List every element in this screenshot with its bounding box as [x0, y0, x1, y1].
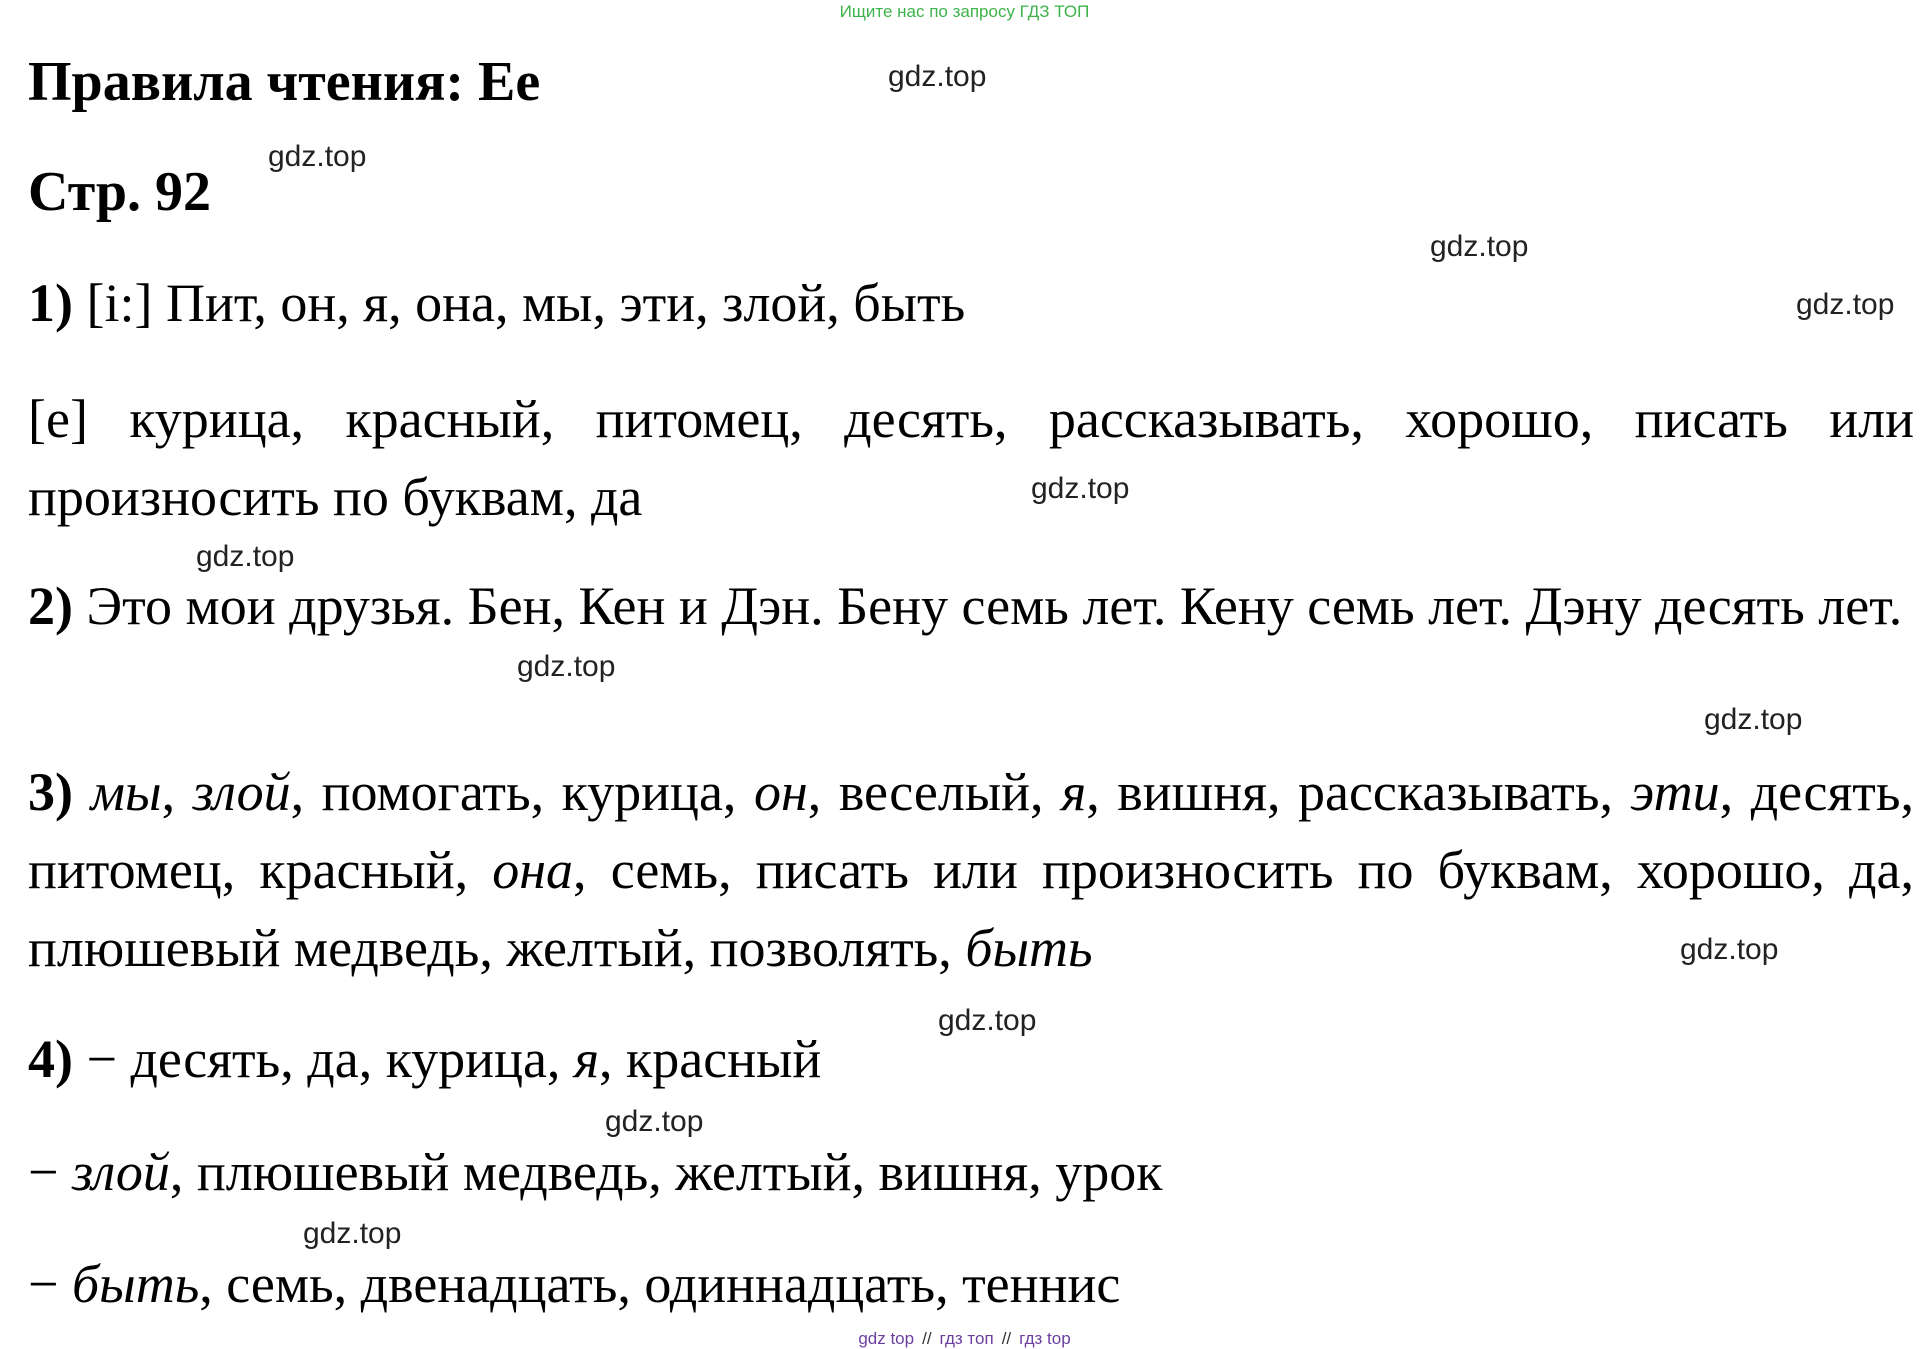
item-text: [i:] Пит, он, я, она, мы, эти, злой, быть [86, 273, 966, 333]
item-4-line-3 [28, 1245, 1914, 1323]
footer-link[interactable]: гдз топ [939, 1329, 994, 1348]
item-1-line-1 [28, 264, 1914, 342]
item-3 [28, 753, 1914, 987]
footer-separator: // [922, 1329, 932, 1348]
watermark: gdz.top [1704, 703, 1803, 736]
italic-word: я [1061, 762, 1087, 822]
text-run: − [28, 1142, 72, 1202]
top-banner: Ищите нас по запросу ГДЗ ТОП [839, 2, 1090, 21]
item-text [86, 1029, 821, 1089]
watermark: gdz.top [196, 540, 295, 573]
footer-link[interactable]: gdz top [858, 1329, 915, 1348]
item-number: 2) [28, 576, 73, 636]
italic-word: она [492, 840, 574, 900]
text-run: , красный [599, 1029, 822, 1089]
item-number: 3) [28, 762, 73, 822]
item-4-line-1 [28, 1020, 1914, 1098]
text-run: , вишня, рассказывать, [1086, 762, 1631, 822]
text-run: , семь, писать или произносить по буквам, хорошо, да, плюшевый медведь, желтый, позволять, [28, 840, 1914, 978]
watermark: gdz.top [303, 1217, 402, 1250]
item-text [28, 1142, 1163, 1202]
italic-word: злой [71, 1142, 170, 1202]
text-run: − десять, да, курица, [86, 1029, 574, 1089]
item-2 [28, 567, 1914, 645]
footer-link[interactable]: гдз top [1019, 1329, 1071, 1348]
page-title: Правила чтения: Ee [28, 51, 541, 113]
text-run: , веселый, [807, 762, 1062, 822]
page-number-heading: Стр. 92 [28, 161, 212, 223]
watermark: gdz.top [605, 1105, 704, 1138]
footer-separator: // [1001, 1329, 1012, 1348]
item-number: 4) [28, 1029, 73, 1089]
footer-links [0, 1329, 1929, 1349]
watermark: gdz.top [517, 650, 616, 683]
item-text [28, 1254, 1120, 1314]
italic-word: я [573, 1029, 600, 1089]
watermark: gdz.top [1796, 288, 1895, 321]
text-run: , десять, питомец, красный, [28, 762, 1915, 900]
italic-word: он [753, 762, 808, 822]
watermark: gdz.top [888, 60, 987, 93]
item-text [28, 762, 1914, 978]
watermark: gdz.top [938, 1004, 1037, 1037]
text-run: , помогать, курица, [290, 762, 754, 822]
item-text: Это мои друзья. Бен, Кен и Дэн. Бену семь лет. Кену семь лет. Дэну десять лет. [86, 576, 1903, 636]
text-run: , плюшевый медведь, желтый, вишня, урок [169, 1142, 1163, 1202]
watermark: gdz.top [268, 140, 367, 173]
item-number: 1) [28, 273, 73, 333]
text-run: , [161, 762, 193, 822]
italic-word: эти [1630, 762, 1720, 822]
italic-word: быть [71, 1254, 200, 1314]
text-run: − [28, 1254, 72, 1314]
watermark: gdz.top [1680, 933, 1779, 966]
watermark: gdz.top [1031, 472, 1130, 505]
italic-word: быть [965, 918, 1093, 978]
item-4-line-2 [28, 1133, 1914, 1211]
watermark: gdz.top [1430, 230, 1529, 263]
item-1-line-2: [e] курица, красный, питомец, десять, рассказывать, хорошо, писать или произносить по буквам, да [28, 389, 1914, 527]
text-run: , семь, двенадцать, одиннадцать, теннис [199, 1254, 1121, 1314]
italic-word: мы [90, 762, 162, 822]
italic-word: злой [192, 762, 291, 822]
